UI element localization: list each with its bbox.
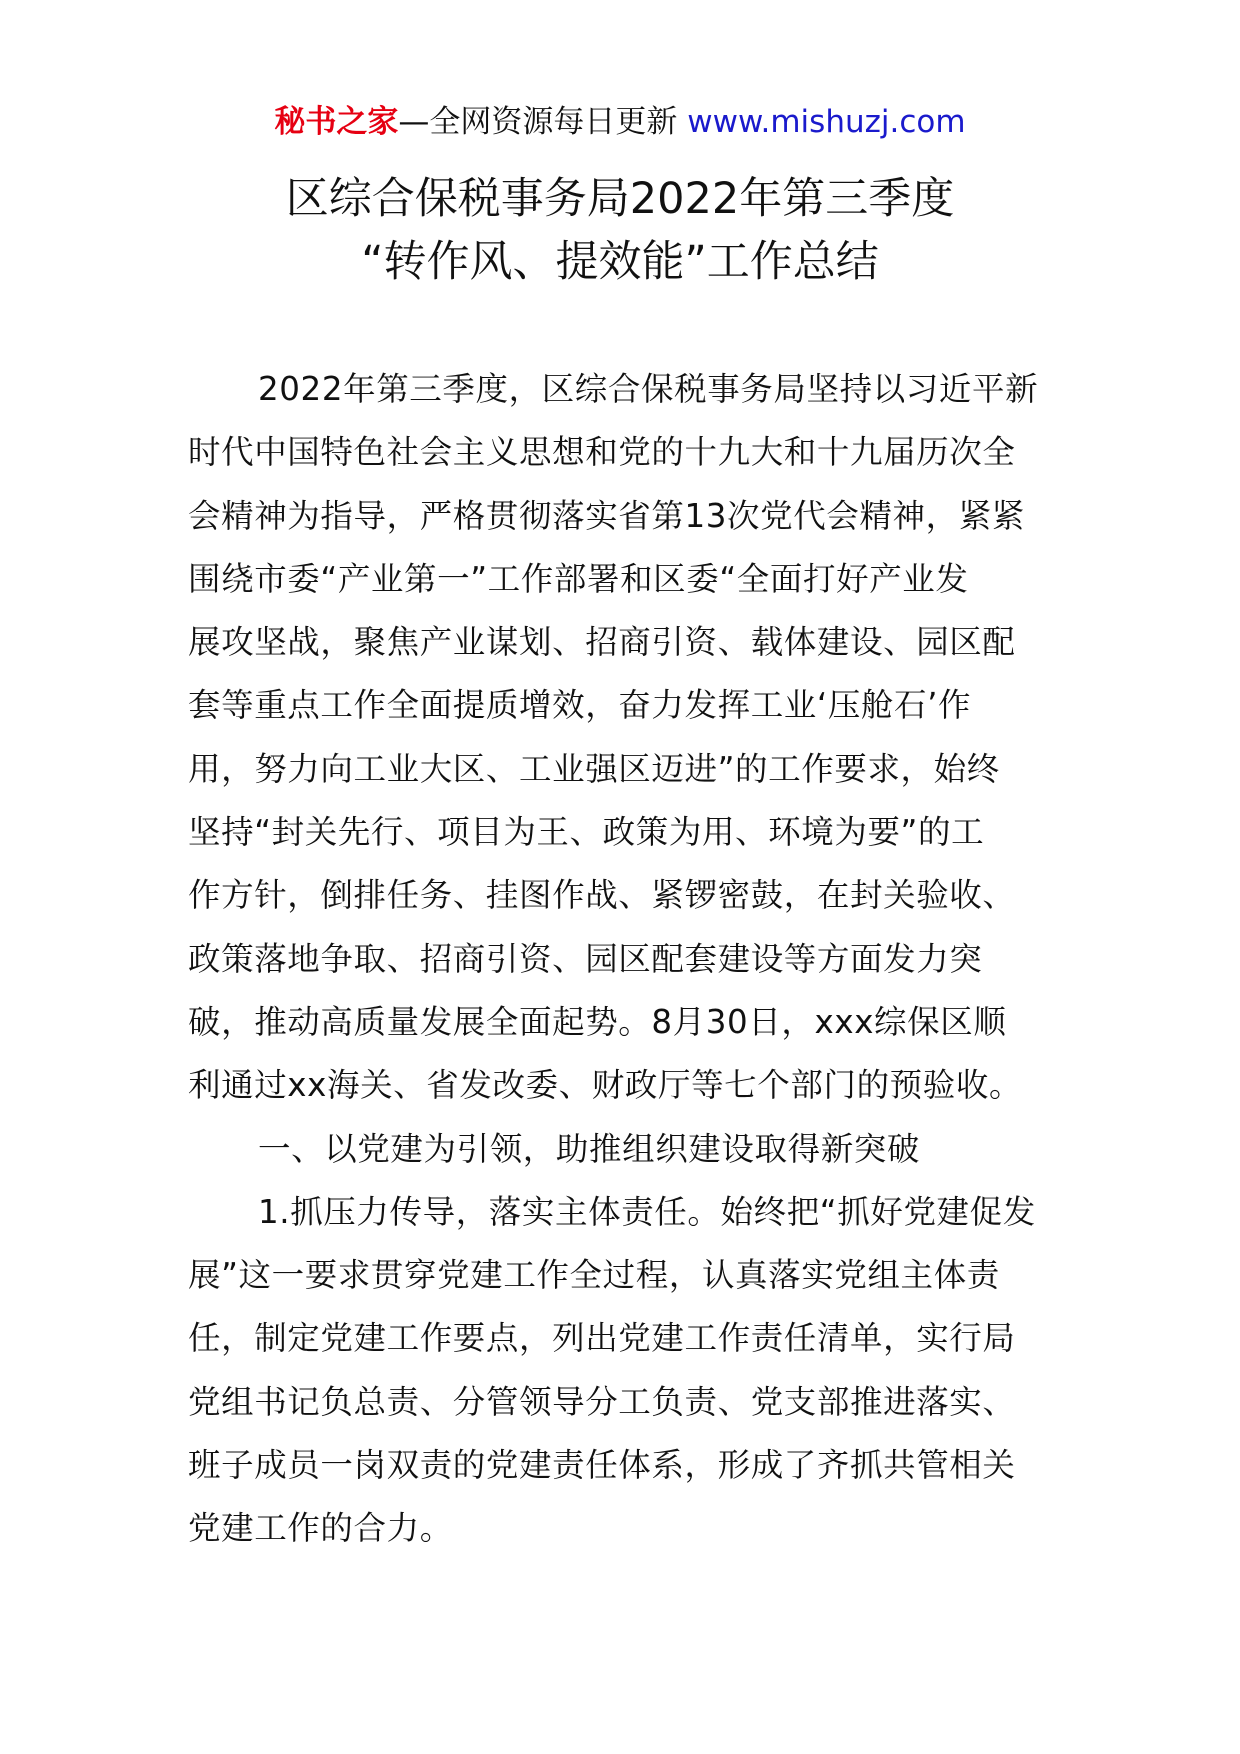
paragraph-2-line: 党组书记负总责、分管领导分工负责、党支部推进落实、 bbox=[188, 1382, 1016, 1421]
paragraph-1-line: 政策落地争取、招商引资、园区配套建设等方面发力突 bbox=[188, 939, 983, 978]
paragraph-1-line: 会精神为指导，严格贯彻落实省第13次党代会精神，紧紧 bbox=[188, 496, 1025, 535]
paragraph-2-line: 1.抓压力传导，落实主体责任。始终把“抓好党建促发 bbox=[258, 1192, 1036, 1231]
paragraph-1-line: 作方针，倒排任务、挂图作战、紧锣密鼓，在封关验收、 bbox=[188, 876, 1016, 915]
paragraph-2-line: 展”这一要求贯穿党建工作全过程，认真落实党组主体责 bbox=[188, 1256, 1000, 1295]
site-header bbox=[0, 102, 1240, 142]
paragraph-1-line: 时代中国特色社会主义思想和党的十九大和十九届历次全 bbox=[188, 433, 1016, 472]
title-line-1: 区综合保税事务局2022年第三季度 bbox=[285, 174, 955, 224]
paragraph-1-line: 2022年第三季度，区综合保税事务局坚持以习近平新 bbox=[258, 370, 1039, 408]
paragraph-1-line: 利通过xx海关、省发改委、财政厅等七个部门的预验收。 bbox=[188, 1066, 1023, 1105]
paragraph-1-line: 围绕市委“产业第一”工作部署和区委“全面打好产业发 bbox=[188, 559, 969, 598]
paragraph-1-line: 套等重点工作全面提质增效，奋力发挥工业‘压舱石’作 bbox=[188, 686, 972, 725]
paragraph-1-line: 坚持“封关先行、项目为王、政策为用、环境为要”的工 bbox=[188, 813, 985, 852]
paragraph-2-line: 党建工作的合力。 bbox=[188, 1509, 453, 1548]
paragraph-1-line: 展攻坚战，聚焦产业谋划、招商引资、载体建设、园区配 bbox=[188, 623, 1016, 662]
paragraph-1-line: 破，推动高质量发展全面起势。8月30日，xxx综保区顺 bbox=[188, 1002, 1007, 1041]
document-title bbox=[0, 168, 1240, 294]
section-heading: 一、以党建为引领，助推组织建设取得新突破 bbox=[258, 1129, 921, 1168]
document-body bbox=[188, 358, 1058, 1561]
paragraph-2-line: 任，制定党建工作要点，列出党建工作责任清单，实行局 bbox=[188, 1319, 1016, 1358]
header-slogan: —全网资源每日更新 bbox=[398, 104, 678, 140]
title-line-2: “转作风、提效能”工作总结 bbox=[361, 237, 879, 287]
brand-name: 秘书之家 bbox=[274, 104, 399, 140]
paragraph-1-line: 用，努力向工业大区、工业强区迈进”的工作要求，始终 bbox=[188, 749, 1000, 788]
site-url-link[interactable]: www.mishuzj.com bbox=[687, 104, 966, 140]
paragraph-2-line: 班子成员一岗双责的党建责任体系，形成了齐抓共管相关 bbox=[188, 1446, 1016, 1485]
